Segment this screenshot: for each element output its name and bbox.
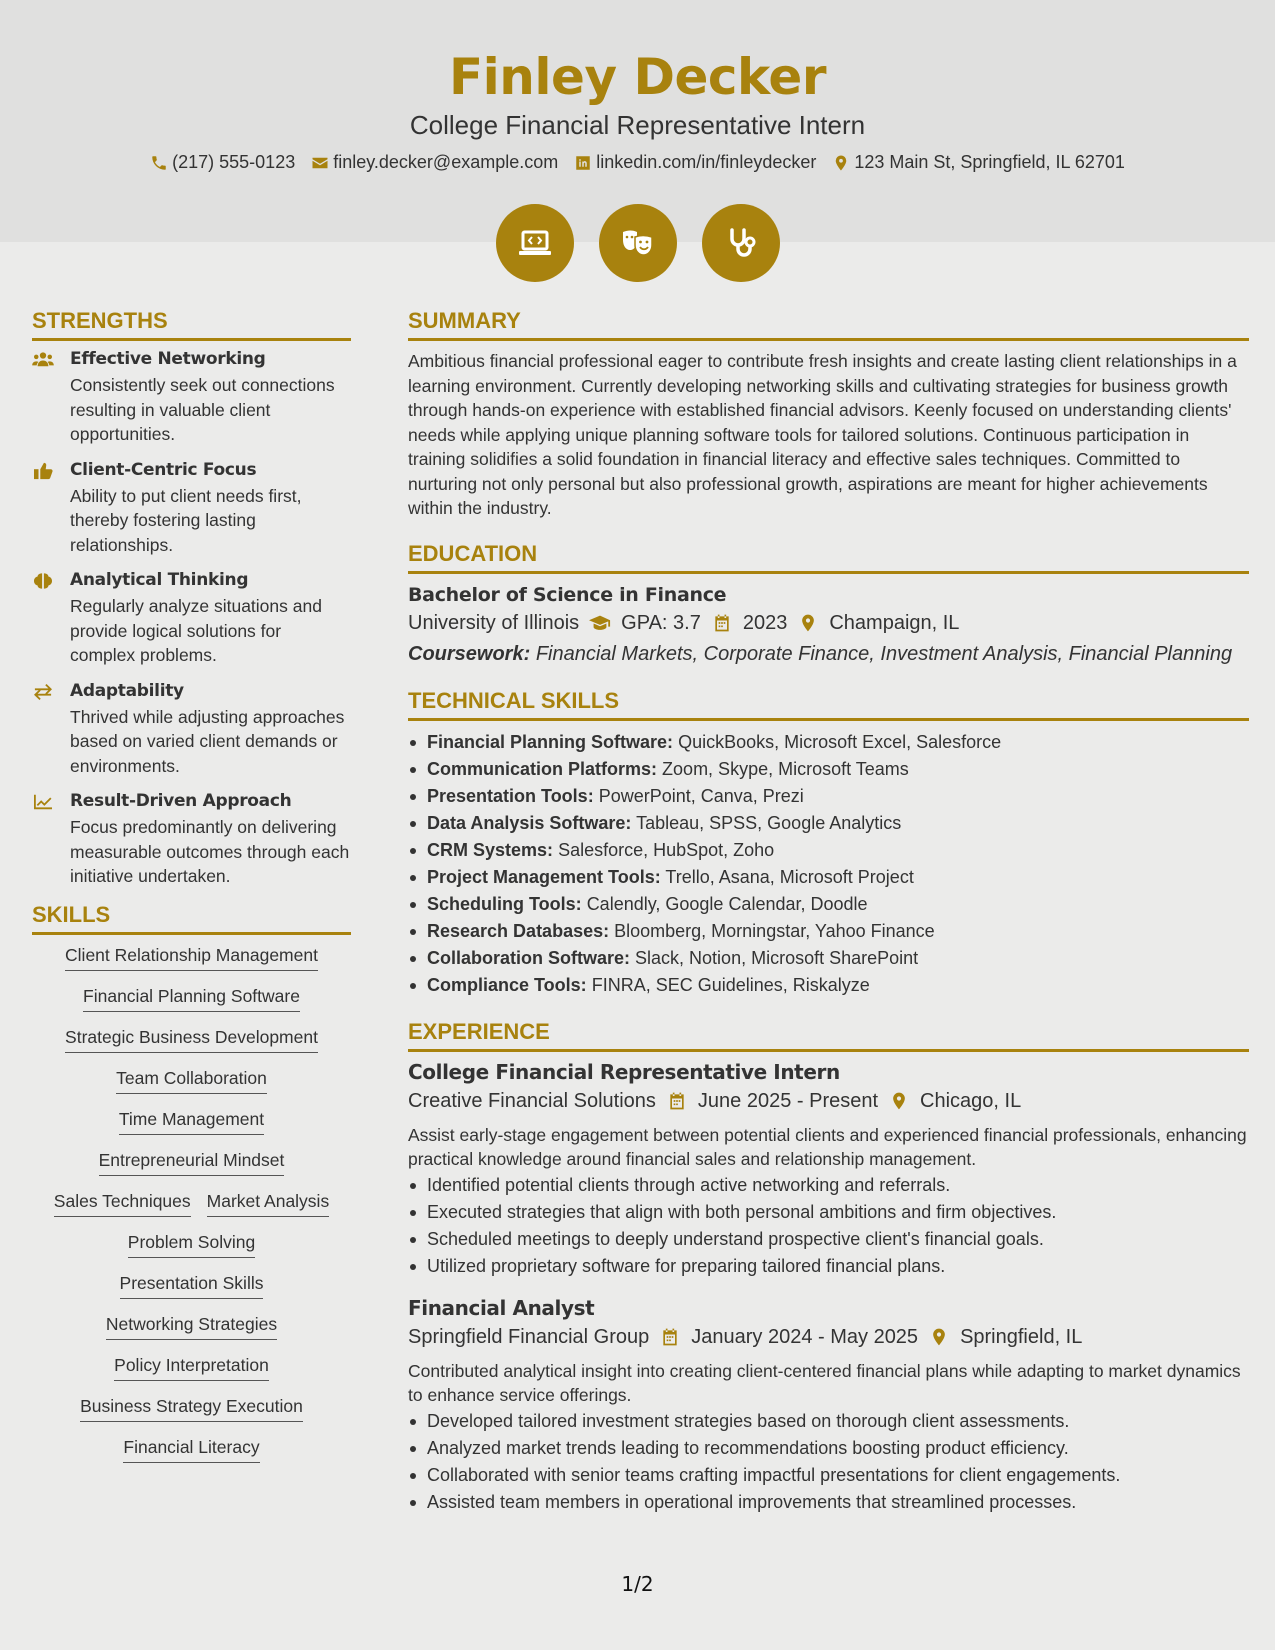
technical-skills-list [408, 729, 1249, 999]
list-item [408, 972, 1249, 999]
strength-item [32, 570, 351, 668]
tech-label: Presentation Tools: [427, 785, 594, 806]
tech-label: Data Analysis Software: [427, 812, 632, 833]
linkedin-text: linkedin.com/in/finleydecker [596, 152, 817, 172]
list-item [408, 810, 1249, 837]
job-title: College Financial Representative Intern [408, 1059, 840, 1084]
education-meta [408, 612, 1249, 635]
gpa: GPA: 3.7 [621, 611, 701, 634]
technical-skills-heading: TECHNICAL SKILLS [408, 688, 1249, 721]
coursework-label: Coursework: [408, 642, 531, 665]
skill-tag: Sales Techniques [54, 1191, 191, 1217]
candidate-name: Finley Decker [449, 48, 826, 106]
calendar-icon [666, 1091, 688, 1111]
phone-text: (217) 555-0123 [172, 152, 296, 172]
theater-masks-badge [599, 204, 677, 282]
strength-desc: Regularly analyze situations and provide logical solutions for complex problems. [70, 596, 322, 665]
strength-desc: Ability to put client needs first, thereby fostering lasting relationships. [70, 485, 302, 555]
stethoscope-icon [721, 223, 761, 263]
school-location: Champaign, IL [829, 611, 960, 634]
location-icon [888, 1091, 910, 1111]
stethoscope-badge [702, 204, 780, 282]
job-title: Financial Analyst [408, 1295, 595, 1320]
tech-value: Salesforce, HubSpot, Zoho [558, 839, 775, 860]
skill-tag: Problem Solving [128, 1232, 255, 1258]
left-column [32, 308, 351, 1463]
skills-list [32, 945, 351, 1463]
job-entry [408, 1060, 1249, 1280]
job-entry [408, 1296, 1249, 1516]
calendar-icon [659, 1327, 681, 1347]
graduation-year: 2023 [742, 611, 788, 634]
list-item: Collaborated with senior teams crafting impactful presentations for client engagements. [408, 1462, 1249, 1489]
strengths-heading: STRENGTHS [32, 308, 351, 341]
list-item: Assisted team members in operational improvements that streamlined processes. [408, 1489, 1249, 1516]
strength-desc: Consistently seek out connections resulting in valuable client opportunities. [70, 375, 335, 444]
strength-title: Client-Centric Focus [70, 459, 257, 480]
contact-address [832, 152, 1125, 173]
tech-value: PowerPoint, Canva, Prezi [598, 785, 804, 806]
skill-tag: Business Strategy Execution [80, 1396, 303, 1422]
page-number: 1/2 [621, 1572, 654, 1596]
skill-tag: Entrepreneurial Mindset [99, 1150, 285, 1176]
job-dates: June 2025 - Present [697, 1089, 879, 1112]
location-icon [832, 154, 850, 172]
list-item: Utilized proprietary software for preparing tailored financial plans. [408, 1253, 1249, 1280]
laptop-code-icon [515, 223, 555, 263]
strength-item [32, 681, 351, 779]
tech-label: Compliance Tools: [427, 974, 587, 995]
tech-value: Slack, Notion, Microsoft SharePoint [635, 947, 919, 968]
strength-title: Analytical Thinking [70, 570, 249, 590]
tech-value: Trello, Asana, Microsoft Project [665, 866, 914, 887]
tech-value: QuickBooks, Microsoft Excel, Salesforce [678, 731, 1002, 752]
strength-item [32, 460, 351, 558]
job-description: Assist early-stage engagement between potential clients and experienced financial professionals, enhancing practical knowledge around financial sales and relationship management. [408, 1124, 1247, 1169]
degree-title: Bachelor of Science in Finance [408, 583, 727, 606]
laptop-code-badge [496, 204, 574, 282]
skill-tag: Financial Planning Software [83, 986, 300, 1012]
email-icon [311, 154, 329, 172]
tech-value: Calendly, Google Calendar, Doodle [586, 893, 868, 914]
strength-desc: Thrived while adjusting approaches based on varied client demands or environments. [70, 706, 345, 776]
list-item [408, 945, 1249, 972]
tech-label: Research Databases: [427, 920, 610, 941]
skill-tag: Strategic Business Development [65, 1027, 318, 1053]
tech-label: Collaboration Software: [427, 947, 631, 968]
badge-row [0, 204, 1275, 282]
coursework [408, 643, 1249, 666]
tech-value: FINRA, SEC Guidelines, Riskalyze [591, 974, 870, 995]
skill-tag: Financial Literacy [123, 1437, 259, 1463]
skill-tag: Networking Strategies [106, 1314, 277, 1340]
skills-heading: SKILLS [32, 902, 351, 935]
linkedin-icon [574, 154, 592, 172]
company-name: Springfield Financial Group [408, 1325, 650, 1348]
exchange-icon [32, 683, 54, 701]
skill-tag: Time Management [119, 1109, 264, 1135]
skill-tag: Policy Interpretation [114, 1355, 269, 1381]
list-item [408, 837, 1249, 864]
tech-label: Communication Platforms: [427, 758, 658, 779]
list-item [408, 783, 1249, 810]
job-dates: January 2024 - May 2025 [691, 1325, 919, 1348]
job-bullets [408, 1172, 1249, 1280]
skill-tag: Presentation Skills [120, 1273, 264, 1299]
theater-masks-icon [618, 223, 658, 263]
summary-heading: SUMMARY [408, 308, 1249, 341]
location-icon [797, 613, 819, 633]
tech-value: Bloomberg, Morningstar, Yahoo Finance [614, 920, 935, 941]
contact-linkedin[interactable] [574, 152, 816, 173]
thumbs-up-icon [32, 462, 54, 480]
strength-desc: Focus predominantly on delivering measurable outcomes through each initiative undertaken. [70, 817, 350, 886]
brain-icon [32, 572, 54, 590]
users-icon [32, 351, 54, 369]
phone-icon [150, 154, 168, 172]
job-meta [408, 1090, 1249, 1113]
skill-tag: Market Analysis [207, 1191, 330, 1217]
strength-item [32, 349, 351, 447]
skills-section [32, 902, 351, 1463]
list-item: Scheduled meetings to deeply understand prospective client's financial goals. [408, 1226, 1249, 1253]
skill-tag: Team Collaboration [116, 1068, 267, 1094]
graduation-cap-icon [589, 613, 611, 633]
tech-label: Scheduling Tools: [427, 893, 582, 914]
list-item: Executed strategies that align with both personal ambitions and firm objectives. [408, 1199, 1249, 1226]
strength-title: Result-Driven Approach [70, 791, 292, 811]
job-description: Contributed analytical insight into creating client-centered financial plans while adapting to market dynamics to enhance service offerings. [408, 1360, 1241, 1405]
list-item: Developed tailored investment strategies based on thorough client assessments. [408, 1408, 1249, 1435]
contact-email[interactable] [311, 152, 558, 173]
address-text: 123 Main St, Springfield, IL 62701 [854, 152, 1125, 172]
list-item [408, 918, 1249, 945]
job-location: Chicago, IL [920, 1089, 1022, 1112]
school-name: University of Illinois [408, 611, 580, 634]
job-bullets [408, 1408, 1249, 1516]
list-item [408, 864, 1249, 891]
company-name: Creative Financial Solutions [408, 1089, 656, 1112]
contact-phone[interactable] [150, 152, 295, 173]
list-item [408, 729, 1249, 756]
list-item: Identified potential clients through active networking and referrals. [408, 1172, 1249, 1199]
candidate-title: College Financial Representative Intern [409, 110, 866, 140]
contact-bar [0, 152, 1275, 173]
location-icon [928, 1327, 950, 1347]
tech-label: Project Management Tools: [427, 866, 661, 887]
chart-line-icon [32, 793, 54, 811]
strength-title: Effective Networking [70, 349, 266, 369]
tech-value: Zoom, Skype, Microsoft Teams [662, 758, 909, 779]
strength-item [32, 791, 351, 889]
job-meta [408, 1326, 1249, 1349]
job-location: Springfield, IL [960, 1325, 1083, 1348]
list-item: Analyzed market trends leading to recommendations boosting product efficiency. [408, 1435, 1249, 1462]
list-item [408, 891, 1249, 918]
right-column [408, 308, 1249, 1532]
summary-text: Ambitious financial professional eager to contribute fresh insights and create lasting client relationships in a learning environment. Currently developing networking skills and cultivating strategies for business growth through hands-on experience with established financial advisors. Keenly focused on understanding clients' needs while applying unique planning software tools for tailored solutions. Continuous participation in training solidifies a solid foundation in financial literacy and effective sales techniques. Committed to nurturing not only personal but also professional growth, aspirations are meant for higher achievements within the industry. [408, 351, 1237, 518]
tech-value: Tableau, SPSS, Google Analytics [636, 812, 902, 833]
strength-title: Adaptability [70, 680, 184, 701]
list-item [408, 756, 1249, 783]
email-text: finley.decker@example.com [333, 152, 559, 172]
calendar-icon [711, 613, 733, 633]
tech-label: CRM Systems: [427, 839, 554, 860]
education-heading: EDUCATION [408, 541, 1249, 574]
skill-tag: Client Relationship Management [65, 945, 318, 971]
tech-label: Financial Planning Software: [427, 731, 674, 752]
coursework-list: Financial Markets, Corporate Finance, Investment Analysis, Financial Planning [535, 642, 1233, 665]
experience-heading: EXPERIENCE [408, 1019, 1249, 1052]
